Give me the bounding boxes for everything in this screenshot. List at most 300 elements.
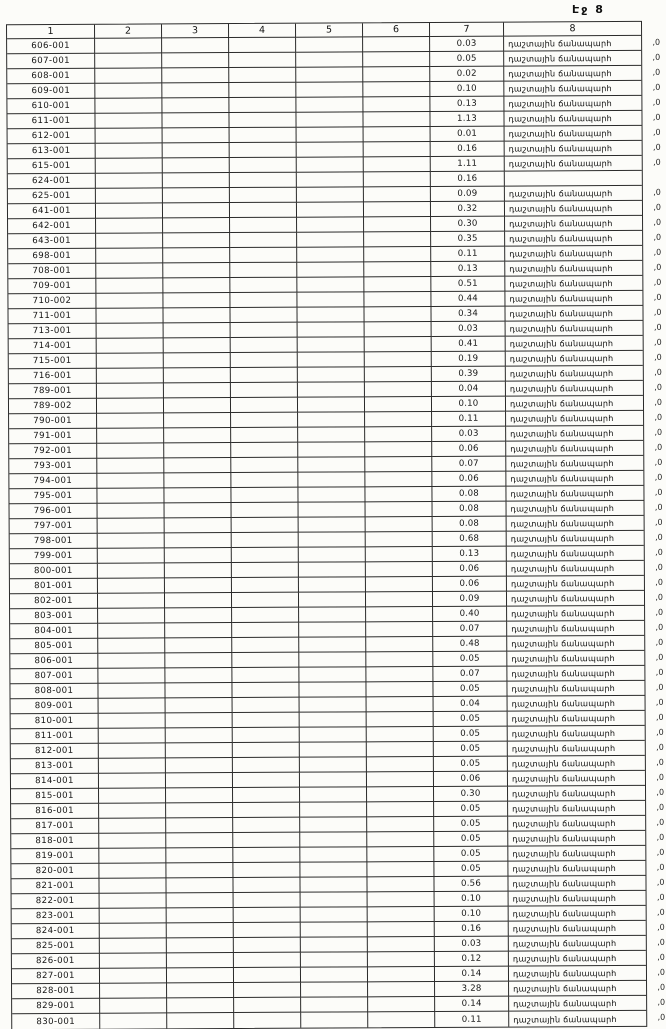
- row-value: 0.05: [434, 817, 508, 832]
- empty-cell: [300, 697, 367, 712]
- row-description: դաշտային ճանապարհ: [507, 681, 644, 697]
- empty-cell: [365, 472, 432, 487]
- row-description: դաշտային ճանապարհ: [504, 36, 641, 52]
- row-code: 641-001: [8, 204, 96, 219]
- empty-cell: [366, 622, 433, 637]
- empty-cell: [166, 728, 233, 743]
- empty-cell: [300, 742, 367, 757]
- row-code: 794-001: [9, 474, 97, 489]
- row-description: դաշտային ճանապարհ: [507, 561, 644, 577]
- empty-cell: [231, 383, 298, 398]
- empty-cell: [162, 53, 229, 68]
- empty-cell: [368, 982, 435, 997]
- row-value: 0.40: [433, 607, 507, 622]
- row-description: դաշտային ճանապարհ: [507, 606, 644, 622]
- edge-fragment: ,0: [657, 937, 665, 947]
- edge-fragment: ,0: [654, 337, 662, 347]
- row-value: 0.09: [433, 592, 507, 607]
- empty-cell: [96, 188, 163, 203]
- empty-cell: [231, 488, 298, 503]
- row-code: 790-001: [9, 414, 97, 429]
- empty-cell: [165, 653, 232, 668]
- empty-cell: [364, 172, 431, 187]
- row-value: 0.13: [430, 97, 504, 112]
- empty-cell: [298, 367, 365, 382]
- empty-cell: [230, 293, 297, 308]
- edge-fragment: ,0: [656, 817, 665, 827]
- empty-cell: [298, 427, 365, 442]
- empty-cell: [163, 218, 230, 233]
- empty-cell: [233, 743, 300, 758]
- edge-fragment: ,0: [652, 52, 661, 62]
- empty-cell: [100, 968, 167, 983]
- row-description: դաշտային ճանապարհ: [506, 441, 643, 457]
- empty-cell: [163, 143, 230, 158]
- row-code: 709-001: [8, 279, 96, 294]
- edge-fragment: ,0: [656, 892, 665, 902]
- row-code: 795-001: [9, 489, 97, 504]
- empty-cell: [363, 112, 430, 127]
- empty-cell: [164, 443, 231, 458]
- empty-cell: [233, 758, 300, 773]
- empty-cell: [165, 608, 232, 623]
- empty-cell: [230, 263, 297, 278]
- empty-cell: [230, 308, 297, 323]
- row-code: 823-001: [12, 909, 100, 924]
- empty-cell: [230, 248, 297, 263]
- empty-cell: [99, 878, 166, 893]
- empty-cell: [95, 68, 162, 83]
- edge-fragment: ,0: [656, 757, 664, 767]
- empty-cell: [234, 923, 301, 938]
- empty-cell: [363, 82, 430, 97]
- edge-fragment: ,0: [653, 232, 662, 242]
- empty-cell: [167, 983, 234, 998]
- edge-fragment: ,0: [653, 202, 661, 212]
- empty-cell: [367, 772, 434, 787]
- row-code: 813-001: [11, 759, 99, 774]
- empty-cell: [97, 338, 164, 353]
- row-code: 708-001: [8, 264, 96, 279]
- row-description: դաշտային ճանապարհ: [509, 906, 646, 922]
- row-code: 808-001: [10, 684, 98, 699]
- edge-fragment: ,0: [655, 592, 664, 602]
- empty-cell: [296, 97, 363, 112]
- empty-cell: [301, 1012, 368, 1027]
- row-code: 711-001: [8, 309, 96, 324]
- row-code: 810-001: [11, 714, 99, 729]
- empty-cell: [301, 982, 368, 997]
- row-value: 0.03: [432, 322, 506, 337]
- row-code: 820-001: [11, 864, 99, 879]
- empty-cell: [300, 877, 367, 892]
- empty-cell: [100, 938, 167, 953]
- edge-fragment: ,0: [656, 907, 665, 917]
- row-description: դաշտային ճանապարհ: [506, 471, 643, 487]
- empty-cell: [97, 368, 164, 383]
- empty-cell: [97, 488, 164, 503]
- empty-cell: [234, 893, 301, 908]
- empty-cell: [229, 38, 296, 53]
- row-value: 1.11: [431, 157, 505, 172]
- empty-cell: [364, 217, 431, 232]
- empty-cell: [364, 187, 431, 202]
- row-description: դաշտային ճանապարհ: [507, 666, 644, 682]
- edge-fragment: ,0: [652, 142, 661, 152]
- row-description: դաշտային ճանապարհ: [507, 621, 644, 637]
- row-value: 0.11: [432, 412, 506, 427]
- empty-cell: [99, 803, 166, 818]
- empty-cell: [231, 443, 298, 458]
- edge-fragment: ,0: [653, 277, 662, 287]
- empty-cell: [365, 367, 432, 382]
- empty-cell: [229, 98, 296, 113]
- empty-cell: [166, 863, 233, 878]
- row-value: 0.08: [433, 517, 507, 532]
- empty-cell: [229, 113, 296, 128]
- edge-fragment: ,0: [657, 952, 665, 962]
- row-code: 822-001: [12, 894, 100, 909]
- row-value: 0.11: [435, 1012, 509, 1027]
- empty-cell: [97, 473, 164, 488]
- edge-fragment: ,0: [655, 622, 664, 632]
- empty-cell: [299, 622, 366, 637]
- empty-cell: [234, 998, 301, 1013]
- row-value: 0.19: [432, 352, 506, 367]
- row-code: 608-001: [7, 69, 95, 84]
- empty-cell: [166, 758, 233, 773]
- empty-cell: [163, 233, 230, 248]
- row-code: 714-001: [9, 339, 97, 354]
- row-description: դաշտային ճանապարհ: [509, 996, 646, 1012]
- empty-cell: [300, 757, 367, 772]
- row-code: 830-001: [12, 1014, 100, 1029]
- empty-cell: [167, 923, 234, 938]
- empty-cell: [96, 218, 163, 233]
- row-code: 800-001: [10, 564, 98, 579]
- empty-cell: [299, 562, 366, 577]
- row-description: դաշտային ճանապարհ: [508, 726, 645, 742]
- row-value: 0.44: [431, 292, 505, 307]
- row-value: 0.03: [430, 37, 504, 52]
- empty-cell: [100, 893, 167, 908]
- empty-cell: [96, 158, 163, 173]
- empty-cell: [364, 142, 431, 157]
- row-code: 625-001: [8, 189, 96, 204]
- empty-cell: [233, 848, 300, 863]
- data-table: [6, 21, 666, 1029]
- empty-cell: [365, 442, 432, 457]
- empty-cell: [166, 788, 233, 803]
- empty-cell: [297, 217, 364, 232]
- empty-cell: [231, 323, 298, 338]
- row-value: 0.05: [433, 652, 507, 667]
- empty-cell: [99, 698, 166, 713]
- edge-fragment: ,0: [657, 1012, 666, 1022]
- empty-cell: [166, 818, 233, 833]
- empty-cell: [364, 262, 431, 277]
- edge-fragment: ,0: [655, 547, 663, 557]
- row-description: դաշտային ճանապարհ: [505, 306, 642, 322]
- empty-cell: [96, 143, 163, 158]
- edge-fragment: ,0: [653, 262, 662, 272]
- row-code: 798-001: [10, 534, 98, 549]
- empty-cell: [96, 263, 163, 278]
- row-value: 0.48: [433, 637, 507, 652]
- empty-cell: [231, 353, 298, 368]
- empty-cell: [365, 457, 432, 472]
- empty-cell: [165, 533, 232, 548]
- empty-cell: [166, 848, 233, 863]
- empty-cell: [100, 908, 167, 923]
- empty-cell: [368, 922, 435, 937]
- row-value: 0.10: [430, 82, 504, 97]
- empty-cell: [297, 187, 364, 202]
- empty-cell: [97, 443, 164, 458]
- row-value: 0.10: [435, 892, 509, 907]
- row-description: դաշտային ճանապարհ: [508, 741, 645, 757]
- edge-fragment: ,0: [652, 127, 661, 137]
- empty-cell: [365, 337, 432, 352]
- row-value: 0.05: [434, 847, 508, 862]
- empty-cell: [165, 578, 232, 593]
- empty-cell: [231, 458, 298, 473]
- row-value: 0.13: [431, 262, 505, 277]
- empty-cell: [98, 503, 165, 518]
- row-value: 0.39: [432, 367, 506, 382]
- row-description: դաշտային ճանապարհ: [508, 846, 645, 862]
- row-code: 793-001: [9, 459, 97, 474]
- row-value: 0.05: [434, 712, 508, 727]
- empty-cell: [162, 113, 229, 128]
- row-code: 806-001: [10, 654, 98, 669]
- empty-cell: [233, 833, 300, 848]
- empty-cell: [162, 83, 229, 98]
- row-value: 0.08: [432, 487, 506, 502]
- empty-cell: [233, 818, 300, 833]
- edge-fragment: ,0: [655, 607, 664, 617]
- row-value: 1.13: [430, 112, 504, 127]
- row-value: 0.05: [430, 52, 504, 67]
- edge-fragment: ,0: [654, 517, 663, 527]
- edge-fragment: ,0: [656, 832, 665, 842]
- empty-cell: [301, 967, 368, 982]
- empty-cell: [367, 757, 434, 772]
- empty-cell: [231, 428, 298, 443]
- empty-cell: [364, 232, 431, 247]
- row-description: դաշտային ճանապարհ: [508, 816, 645, 832]
- row-value: 0.56: [434, 877, 508, 892]
- empty-cell: [300, 712, 367, 727]
- row-description: դաշտային ճանապարհ: [508, 771, 645, 787]
- row-code: 826-001: [12, 954, 100, 969]
- edge-fragment: ,0: [655, 577, 663, 587]
- empty-cell: [297, 247, 364, 262]
- row-description: դաշտային ճանապարհ: [507, 516, 644, 532]
- empty-cell: [230, 188, 297, 203]
- empty-cell: [232, 533, 299, 548]
- empty-cell: [100, 953, 167, 968]
- empty-cell: [297, 202, 364, 217]
- empty-cell: [167, 893, 234, 908]
- edge-fragment: ,0: [653, 217, 662, 227]
- empty-cell: [366, 517, 433, 532]
- empty-cell: [366, 667, 433, 682]
- empty-cell: [367, 862, 434, 877]
- edge-fragment: ,0: [653, 307, 662, 317]
- empty-cell: [364, 127, 431, 142]
- empty-cell: [166, 698, 233, 713]
- empty-cell: [232, 593, 299, 608]
- edge-fragment: ,0: [653, 157, 661, 167]
- empty-cell: [232, 518, 299, 533]
- row-description: դաշտային ճանապարհ: [505, 261, 642, 277]
- edge-fragment: ,0: [654, 442, 663, 452]
- empty-cell: [367, 847, 434, 862]
- edge-fragment: ,0: [656, 772, 664, 782]
- empty-cell: [164, 323, 231, 338]
- empty-cell: [300, 802, 367, 817]
- empty-cell: [297, 127, 364, 142]
- edge-fragment: ,0: [655, 652, 664, 662]
- row-description: դաշտային ճանապարհ: [509, 936, 646, 952]
- empty-cell: [163, 263, 230, 278]
- empty-cell: [234, 968, 301, 983]
- row-value: 0.10: [432, 397, 506, 412]
- empty-cell: [299, 607, 366, 622]
- row-code: 606-001: [7, 39, 95, 54]
- empty-cell: [366, 607, 433, 622]
- row-code: 710-002: [8, 294, 96, 309]
- empty-cell: [299, 637, 366, 652]
- edge-fragment: ,0: [655, 637, 664, 647]
- empty-cell: [98, 563, 165, 578]
- empty-cell: [363, 52, 430, 67]
- edge-fragment: ,0: [654, 412, 663, 422]
- empty-cell: [163, 158, 230, 173]
- row-value: 0.04: [432, 382, 506, 397]
- empty-cell: [366, 592, 433, 607]
- empty-cell: [163, 293, 230, 308]
- empty-cell: [368, 907, 435, 922]
- row-description: դաշտային ճանապարհ: [506, 396, 643, 412]
- empty-cell: [296, 52, 363, 67]
- empty-cell: [164, 458, 231, 473]
- empty-cell: [298, 472, 365, 487]
- empty-cell: [163, 248, 230, 263]
- empty-cell: [100, 983, 167, 998]
- row-description: դաշտային ճանապարհ: [504, 51, 641, 67]
- empty-cell: [99, 743, 166, 758]
- edge-fragment: ,0: [654, 457, 663, 467]
- row-description: դաշտային ճանապարհ: [508, 696, 645, 712]
- empty-cell: [230, 218, 297, 233]
- row-value: 0.14: [435, 997, 509, 1012]
- empty-cell: [366, 562, 433, 577]
- empty-cell: [300, 817, 367, 832]
- empty-cell: [368, 937, 435, 952]
- row-description: դաշտային ճանապարհ: [504, 66, 641, 82]
- row-value: 0.16: [431, 172, 505, 187]
- row-code: 613-001: [8, 144, 96, 159]
- empty-cell: [163, 128, 230, 143]
- row-code: 611-001: [7, 114, 95, 129]
- empty-cell: [232, 548, 299, 563]
- empty-cell: [98, 668, 165, 683]
- empty-cell: [232, 668, 299, 683]
- row-description: դաշտային ճանապարհ: [513, 1013, 617, 1025]
- row-code: 797-001: [10, 519, 98, 534]
- edge-fragment: ,0: [652, 82, 661, 92]
- table-row: [12, 1011, 666, 1029]
- edge-fragment: ,0: [656, 877, 665, 887]
- empty-cell: [366, 547, 433, 562]
- row-description: դաշտային ճանապարհ: [506, 351, 643, 367]
- empty-cell: [164, 413, 231, 428]
- row-description: դաշտային ճանապարհ: [506, 426, 643, 442]
- empty-cell: [97, 353, 164, 368]
- empty-cell: [163, 308, 230, 323]
- row-code: 825-001: [12, 939, 100, 954]
- empty-cell: [229, 83, 296, 98]
- row-value: 0.05: [434, 727, 508, 742]
- column-header: 1: [7, 25, 95, 39]
- row-description: դաշտային ճանապարհ: [509, 891, 646, 907]
- empty-cell: [365, 412, 432, 427]
- empty-cell: [96, 128, 163, 143]
- row-value: 0.02: [430, 67, 504, 82]
- row-code: 607-001: [7, 54, 95, 69]
- empty-cell: [232, 683, 299, 698]
- column-header: 3: [162, 24, 229, 38]
- row-code: 809-001: [11, 699, 99, 714]
- empty-cell: [95, 83, 162, 98]
- edge-fragment: ,0: [654, 472, 663, 482]
- empty-cell: [363, 37, 430, 52]
- empty-cell: [234, 1013, 301, 1028]
- empty-cell: [364, 277, 431, 292]
- row-code: 792-001: [9, 444, 97, 459]
- empty-cell: [367, 787, 434, 802]
- empty-cell: [233, 878, 300, 893]
- empty-cell: [230, 203, 297, 218]
- row-code: 817-001: [11, 819, 99, 834]
- empty-cell: [233, 698, 300, 713]
- empty-cell: [297, 292, 364, 307]
- empty-cell: [164, 368, 231, 383]
- row-value: 0.13: [433, 547, 507, 562]
- row-value: 0.05: [434, 832, 508, 847]
- row-code: 816-001: [11, 804, 99, 819]
- row-code: 642-001: [8, 219, 96, 234]
- empty-cell: [99, 863, 166, 878]
- empty-cell: [233, 803, 300, 818]
- row-code: 814-001: [11, 774, 99, 789]
- empty-cell: [165, 623, 232, 638]
- edge-fragment: ,0: [655, 562, 663, 572]
- row-value: 0.06: [433, 577, 507, 592]
- row-code: 824-001: [12, 924, 100, 939]
- edge-fragment: ,0: [652, 67, 661, 77]
- row-code: 819-001: [11, 849, 99, 864]
- empty-cell: [167, 968, 234, 983]
- empty-cell: [368, 892, 435, 907]
- edge-fragment: ,0: [656, 787, 665, 797]
- empty-cell: [365, 397, 432, 412]
- row-value: 0.05: [433, 682, 507, 697]
- empty-cell: [234, 938, 301, 953]
- empty-cell: [166, 743, 233, 758]
